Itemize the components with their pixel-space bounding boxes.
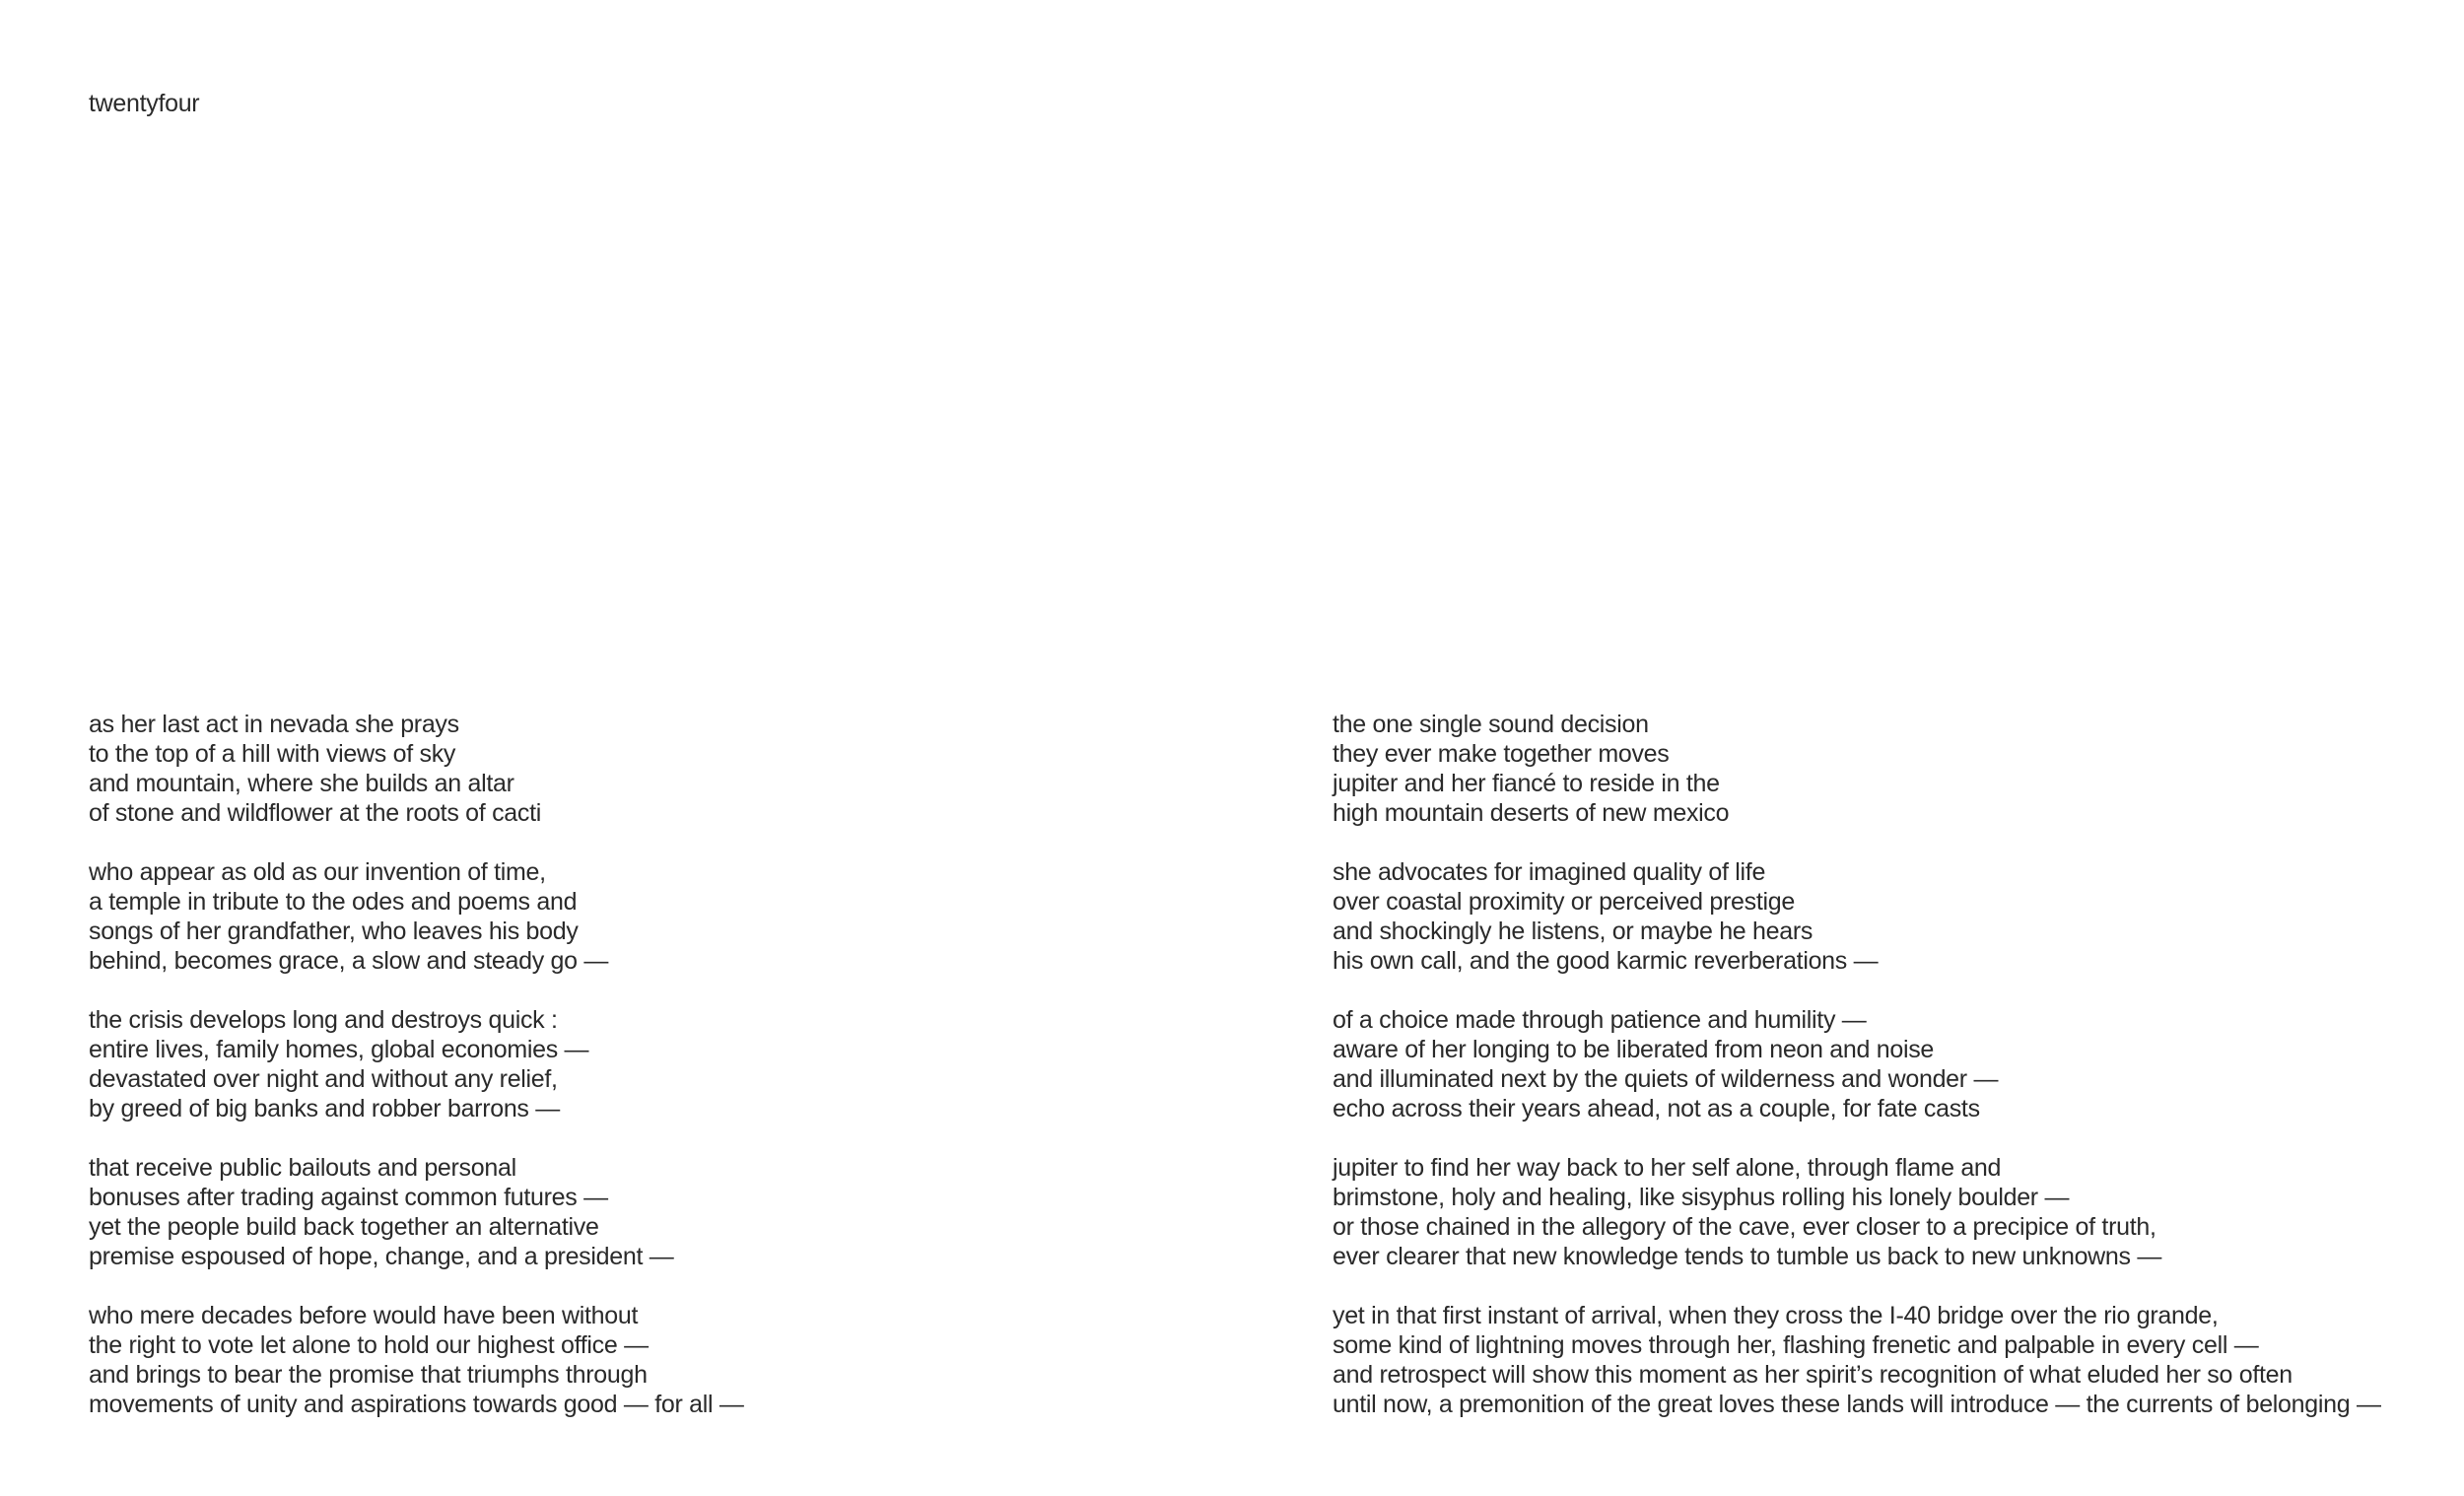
poem-line: over coastal proximity or perceived prestige [1333,888,1795,916]
page-heading: twentyfour [89,90,200,117]
poem-line: and brings to bear the promise that triumphs through [89,1361,648,1389]
poem-line: jupiter and her fiancé to reside in the [1333,770,1720,797]
stanza [1333,1153,2446,1271]
stanza [89,1153,1222,1271]
stanza [89,1301,1222,1419]
poem-line: entire lives, family homes, global economies — [89,1036,589,1063]
poem-line: they ever make together moves [1333,740,1670,768]
stanza [89,857,1222,976]
stanza [1333,1301,2446,1419]
poem-line: and retrospect will show this moment as her spirit’s recognition of what eluded her so often [1333,1361,2293,1389]
poem-line: the right to vote let alone to hold our highest office — [89,1331,649,1359]
poem-line: echo across their years ahead, not as a couple, for fate casts [1333,1095,1980,1122]
stanza [89,710,1222,828]
poem-line: aware of her longing to be liberated from neon and noise [1333,1036,1935,1063]
poem-line: the one single sound decision [1333,711,1649,738]
poem-line: premise espoused of hope, change, and a president — [89,1243,674,1270]
poem-line: of stone and wildflower at the roots of cacti [89,799,541,827]
poem-line: brimstone, holy and healing, like sisyphus rolling his lonely boulder — [1333,1184,2070,1211]
poem-line: as her last act in nevada she prays [89,711,459,738]
stanza [89,1005,1222,1123]
poem-line: his own call, and the good karmic reverberations — [1333,947,1879,975]
poem-line: yet the people build back together an alternative [89,1213,599,1241]
stanza [1333,710,2446,828]
poem-line: movements of unity and aspirations towards good — for all — [89,1391,744,1418]
poem-line: until now, a premonition of the great loves these lands will introduce — the currents of belonging — [1333,1391,2381,1418]
poem-line: or those chained in the allegory of the cave, ever closer to a precipice of truth, [1333,1213,2156,1241]
poem-line: who appear as old as our invention of time, [89,858,546,886]
poem-line: and mountain, where she builds an altar [89,770,514,797]
poem-line: the crisis develops long and destroys quick : [89,1006,558,1034]
stanza [1333,857,2446,976]
poem-right-column [1333,710,2446,1419]
poem-line: bonuses after trading against common futures — [89,1184,608,1211]
poem-line: behind, becomes grace, a slow and steady go — [89,947,609,975]
poem-left-column [89,710,1222,1419]
poem-line: jupiter to find her way back to her self alone, through flame and [1333,1154,2002,1182]
poem-line: who mere decades before would have been without [89,1302,639,1329]
poem-line: and illuminated next by the quiets of wilderness and wonder — [1333,1065,1999,1093]
poem-line: that receive public bailouts and personal [89,1154,516,1182]
poem-line: songs of her grandfather, who leaves his body [89,918,579,945]
poem-line: some kind of lightning moves through her, flashing frenetic and palpable in every cell — [1333,1331,2259,1359]
poem-line: by greed of big banks and robber barrons — [89,1095,560,1122]
poem-line: ever clearer that new knowledge tends to tumble us back to new unknowns — [1333,1243,2162,1270]
poem-line: she advocates for imagined quality of life [1333,858,1766,886]
poem-line: devastated over night and without any relief, [89,1065,558,1093]
stanza [1333,1005,2446,1123]
poem-line: of a choice made through patience and humility — [1333,1006,1867,1034]
poem-line: a temple in tribute to the odes and poems and [89,888,578,916]
poem-line: to the top of a hill with views of sky [89,740,456,768]
poem-line: high mountain deserts of new mexico [1333,799,1730,827]
poem-line: yet in that first instant of arrival, when they cross the I-40 bridge over the rio grande, [1333,1302,2219,1329]
poem-line: and shockingly he listens, or maybe he hears [1333,918,1814,945]
